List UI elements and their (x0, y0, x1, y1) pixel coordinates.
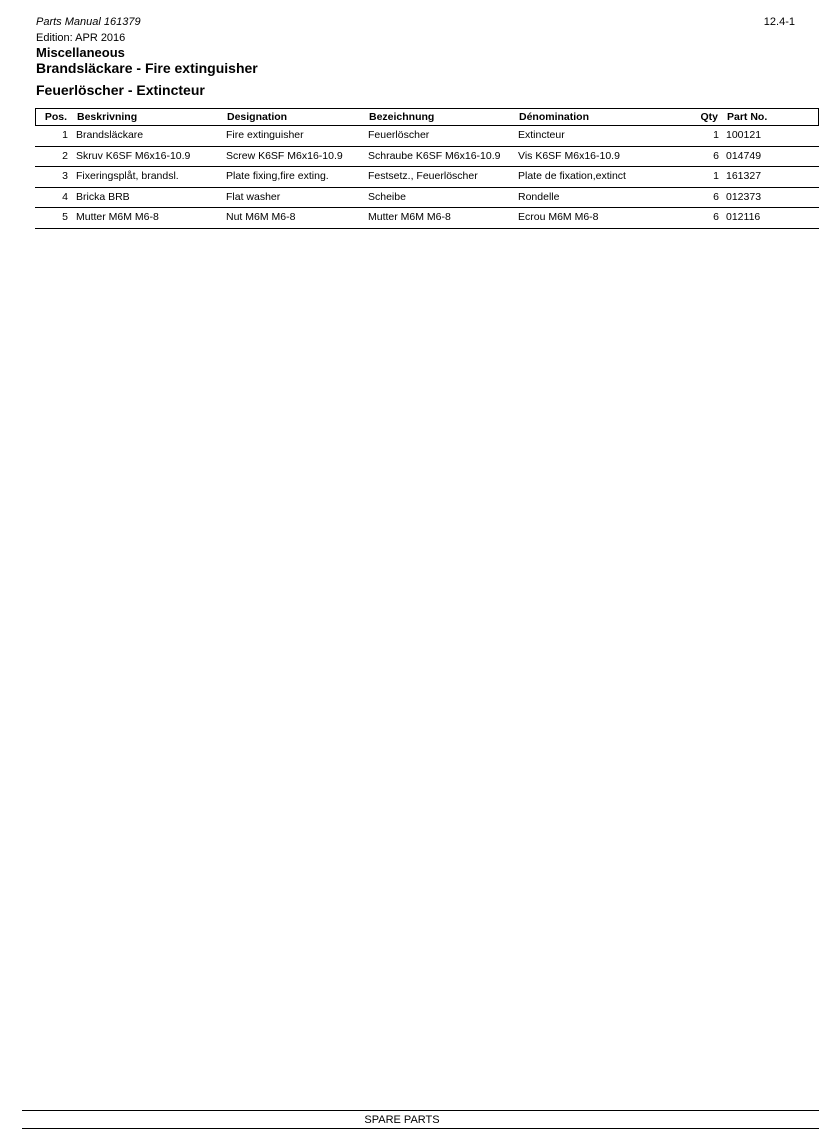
col-sv-header: Beskrivning (77, 111, 138, 123)
page-title-line1: Brandsläckare - Fire extinguisher (36, 60, 258, 76)
cell-fr: Ecrou M6M M6-8 (518, 211, 599, 223)
cell-fr: Extincteur (518, 129, 565, 141)
cell-fr: Rondelle (518, 190, 560, 203)
cell-de: Schraube K6SF M6x16-10.9 (368, 149, 501, 162)
cell-part-no: 161327 (726, 170, 762, 182)
col-en-header: Designation (227, 111, 288, 123)
cell-pos: 1 (62, 129, 68, 141)
cell-sv: Bricka BRB (76, 190, 130, 203)
cell-qty: 6 (713, 190, 719, 203)
cell-sv: Fixeringsplåt, brandsl. (76, 170, 179, 182)
cell-en: Flat washer (226, 190, 281, 203)
col-qty-header: Qty (700, 111, 718, 123)
cell-fr: Vis K6SF M6x16-10.9 (518, 149, 620, 162)
cell-pos: 2 (62, 149, 68, 162)
table-row (35, 147, 819, 168)
cell-qty: 6 (713, 211, 719, 223)
table-row (35, 208, 819, 229)
cell-sv: Skruv K6SF M6x16-10.9 (76, 149, 191, 162)
cell-sv: Mutter M6M M6-8 (76, 211, 159, 223)
cell-pos: 4 (62, 190, 68, 203)
footer-label: SPARE PARTS (364, 1114, 440, 1126)
cell-fr: Plate de fixation,extinct (518, 170, 626, 182)
edition-label: Edition: APR 2016 (36, 32, 126, 44)
cell-sv: Brandsläckare (76, 129, 144, 141)
cell-de: Feuerlöscher (368, 129, 430, 141)
cell-en: Nut M6M M6-8 (226, 211, 296, 223)
cell-de: Scheibe (368, 190, 406, 203)
col-partno-header: Part No. (727, 111, 768, 123)
footer-divider-top (22, 1110, 819, 1111)
cell-part-no: 012116 (726, 211, 761, 223)
col-pos-header: Pos. (44, 111, 67, 123)
table-row (35, 126, 819, 147)
cell-part-no: 012373 (726, 190, 762, 203)
page-title-line2: Feuerlöscher - Extincteur (36, 82, 205, 98)
page-number: 12.4-1 (763, 16, 795, 28)
cell-de: Mutter M6M M6-8 (368, 211, 451, 223)
table-row (35, 167, 819, 188)
footer-divider-bottom (22, 1128, 819, 1129)
manual-title: Parts Manual 161379 (36, 16, 141, 28)
cell-qty: 1 (713, 170, 719, 182)
section-heading: Miscellaneous (36, 45, 125, 60)
cell-qty: 1 (713, 129, 719, 141)
col-fr-header: Dénomination (519, 111, 589, 123)
cell-qty: 6 (713, 149, 719, 162)
cell-en: Plate fixing,fire exting. (226, 170, 329, 182)
parts-table (35, 108, 819, 229)
table-header (35, 108, 819, 126)
cell-part-no: 014749 (726, 149, 762, 162)
table-row (35, 188, 819, 209)
cell-pos: 3 (62, 170, 68, 182)
cell-part-no: 100121 (726, 129, 762, 141)
cell-de: Festsetz., Feuerlöscher (368, 170, 478, 182)
col-de-header: Bezeichnung (369, 111, 435, 123)
cell-pos: 5 (62, 211, 68, 223)
cell-en: Fire extinguisher (226, 129, 304, 141)
cell-en: Screw K6SF M6x16-10.9 (226, 149, 343, 162)
